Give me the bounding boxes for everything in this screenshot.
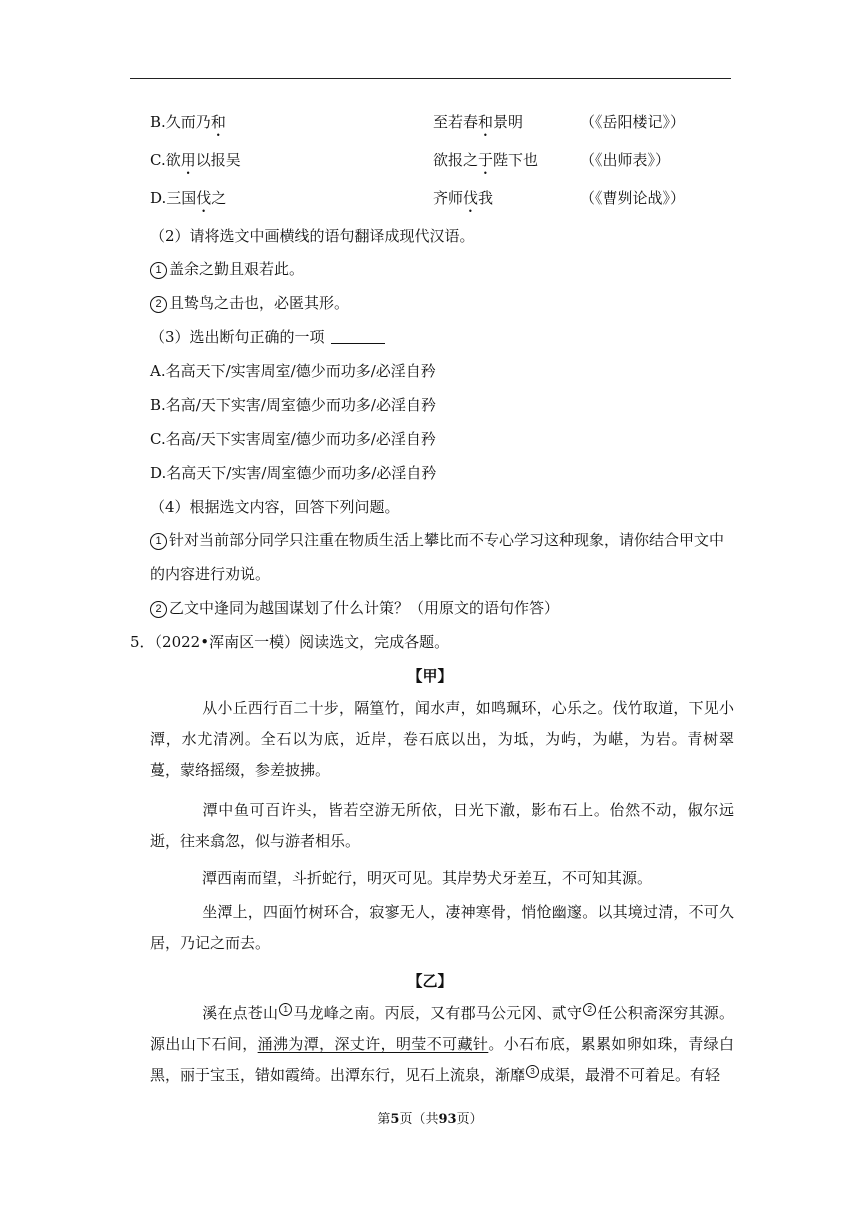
dotted-char: 和 — [210, 113, 226, 131]
q2-item-1 — [150, 259, 304, 279]
footer-text: 页（共 — [399, 1112, 439, 1127]
circled-number: 1 — [150, 533, 167, 550]
circled-number: 2 — [150, 296, 167, 313]
option-text: 之 — [211, 189, 227, 207]
header-rule — [130, 78, 731, 79]
dotted-char: 于 — [478, 151, 494, 169]
footer-text: 第 — [377, 1112, 391, 1127]
q4-item-text: 乙文中逢同为越国谋划了什么计策？（用原文的语句作答） — [169, 599, 560, 617]
option-letter: C. — [150, 151, 166, 169]
option-letter: B. — [150, 113, 166, 131]
option-text: 景明 — [493, 113, 524, 131]
circled-number: 2 — [150, 601, 167, 618]
q4-item-1 — [150, 530, 724, 550]
option-d — [150, 188, 686, 216]
section-title-jia: 【甲】 — [407, 667, 453, 685]
q3-choice-d: D.名高天下/实害/周室德少而功多/必淫自矜 — [150, 464, 437, 482]
circled-number: 1 — [150, 262, 167, 279]
footer-text: 页） — [456, 1112, 483, 1127]
option-text: 至若春 — [433, 113, 479, 131]
paragraph-text: 溪在点苍山 — [202, 1004, 279, 1022]
option-b — [150, 112, 686, 140]
q4-item-1-cont: 的内容进行劝说。 — [150, 565, 271, 583]
page-total: 93 — [438, 1112, 457, 1127]
option-text: 欲报之 — [433, 151, 479, 169]
page-number: 5 — [390, 1112, 400, 1127]
paragraph-text: 。小石布底，累累如卵如珠，青绿白黑，丽于宝玉，错如霞绮。出潭东行，见石上流泉，渐靡 — [150, 1035, 734, 1084]
q2-item-text: 且鸷鸟之击也，必匿其形。 — [169, 294, 350, 312]
page-footer — [0, 1108, 860, 1127]
q2-item-2 — [150, 293, 349, 313]
paragraph-text: 坐潭上，四面竹树环合，寂寥无人，凄神寒骨，悄怆幽邃。以其境过清，不可久居，乃记之而去。 — [150, 903, 734, 952]
option-source: （《岳阳楼记》） — [580, 113, 686, 131]
option-source: （《出师表》） — [580, 151, 671, 169]
dotted-char: 伐 — [196, 189, 212, 207]
q4-item-text: 针对当前部分同学只注重在物质生活上攀比而不专心学习这种现象，请你结合甲文中 — [169, 531, 725, 549]
answer-blank[interactable] — [331, 329, 385, 344]
option-compare — [433, 188, 493, 216]
option-c — [150, 150, 671, 178]
paragraph-text: 从小丘西行百二十步，隔篁竹，闻水声，如鸣珮环，心乐之。伐竹取道，下见小潭，水尤清冽。全石以为底，近岸，卷石底以出，为坻，为屿，为嵁，为岩。青树翠蔓，蒙络摇缀，参差披拂。 — [150, 699, 734, 779]
option-compare — [433, 150, 538, 178]
option-compare — [433, 112, 523, 140]
q4-prompt: （4）根据选文内容，回答下列问题。 — [150, 498, 400, 516]
q3-prompt-text: （3）选出断句正确的一项 — [150, 328, 325, 346]
dotted-char: 和 — [478, 113, 494, 131]
q3-prompt — [150, 327, 385, 347]
option-text: 陛下也 — [493, 151, 539, 169]
option-text: 以报吴 — [195, 151, 241, 169]
paragraph-text: 潭西南而望，斗折蛇行，明灭可见。其岸势犬牙差互，不可知其源。 — [202, 869, 653, 887]
q2-item-text: 盖余之勤且艰若此。 — [169, 260, 305, 278]
option-source: （《曹刿论战》） — [580, 189, 686, 207]
paragraph-text: 马龙峰之南。丙辰，又有郡马公元冈、贰守 — [293, 1004, 583, 1022]
option-text: 三国 — [166, 189, 197, 207]
footnote-marker: 3 — [526, 1065, 539, 1078]
option-text: 欲 — [165, 151, 181, 169]
footnote-marker: 1 — [279, 1003, 292, 1016]
q5-header: 5．（2022•浑南区一模）阅读选文，完成各题。 — [130, 633, 450, 651]
q3-choice-b: B.名高/天下实害/周室德少而功多/必淫自矜 — [150, 396, 436, 414]
option-letter: D. — [150, 189, 167, 207]
section-title-yi: 【乙】 — [407, 972, 453, 990]
paragraph-text: 成渠，最滑不可着足。有轻 — [540, 1066, 721, 1084]
jia-paragraph-4 — [150, 897, 734, 959]
option-text: 久而乃 — [165, 113, 211, 131]
q4-item-2 — [150, 598, 559, 618]
jia-paragraph-1 — [150, 693, 734, 786]
footnote-marker: 2 — [583, 1003, 596, 1016]
option-text: 我 — [478, 189, 494, 207]
dotted-char: 伐 — [463, 189, 479, 207]
underlined-sentence: 涌沸为潭，深丈许，明莹不可藏针 — [257, 1035, 489, 1053]
q2-prompt: （2）请将选文中画横线的语句翻译成现代汉语。 — [150, 227, 475, 245]
option-text: 齐师 — [433, 189, 464, 207]
jia-paragraph-2 — [150, 795, 734, 857]
dotted-char: 用 — [180, 151, 196, 169]
q3-choice-a: A.名高天下/实害周室/德少而功多/必淫自矜 — [150, 362, 436, 380]
paragraph-text: 任公积斋深穷其源。源出山下石间， — [150, 1004, 734, 1053]
yi-paragraph — [150, 998, 734, 1091]
q3-choice-c: C.名高/天下实害周室/德少而功多/必淫自矜 — [150, 430, 436, 448]
paragraph-text: 潭中鱼可百许头，皆若空游无所依，日光下澈，影布石上。佁然不动，俶尔远逝，往来翕忽，似与游者相乐。 — [150, 801, 734, 850]
jia-paragraph-3 — [150, 863, 734, 894]
